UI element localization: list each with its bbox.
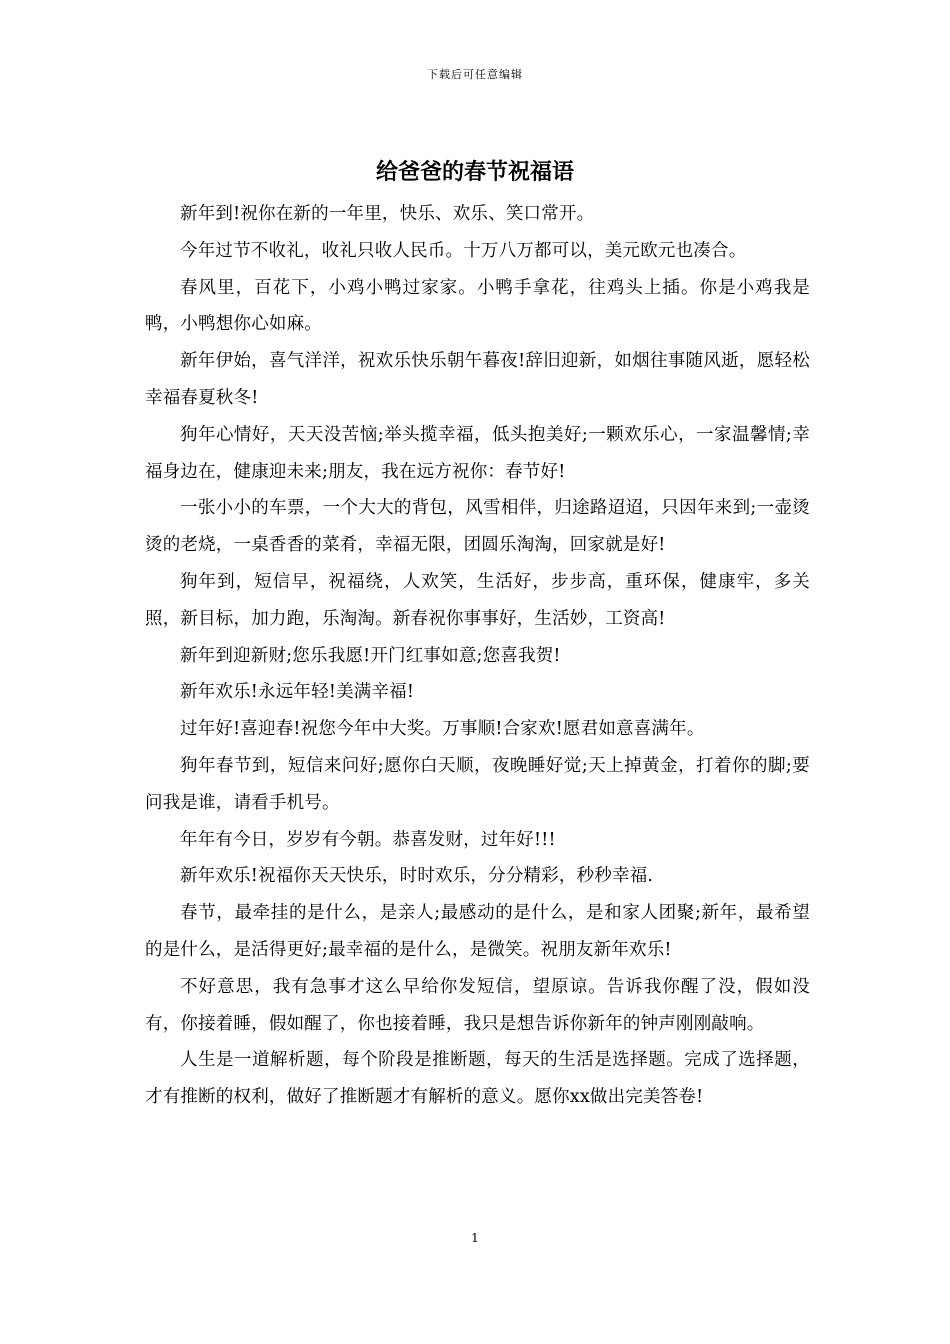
document-body — [145, 196, 810, 1116]
paragraph: 一张小小的车票，一个大大的背包，风雪相伴，归途路迢迢，只因年来到;一壶烫烫的老烧，一桌香香的菜肴，幸福无限，团圆乐淘淘，回家就是好! — [145, 498, 810, 556]
paragraph: 新年欢乐!永远年轻!美满辛福! — [180, 682, 415, 703]
header-note: 下载后可任意编辑 — [427, 68, 523, 81]
paragraph: 新年到!祝你在新的一年里，快乐、欢乐、笑口常开。 — [180, 204, 595, 224]
paragraph: 年年有今日，岁岁有今朝。恭喜发财，过年好!!! — [180, 829, 556, 850]
paragraph: 狗年春节到，短信来问好;愿你白天顺，夜晚睡好觉;天上掉黄金，打着你的脚;要问我是谁，请看手机号。 — [145, 755, 810, 813]
paragraph: 今年过节不收礼，收礼只收人民币。十万八万都可以，美元欧元也凑合。 — [180, 240, 747, 261]
page-number: 1 — [471, 1231, 479, 1245]
paragraph: 新年到迎新财;您乐我愿!开门红事如意;您喜我贺! — [180, 645, 561, 666]
paragraph: 不好意思，我有急事才这么早给你发短信，望原谅。告诉我你醒了没，假如没有，你接着睡，假如醒了，你也接着睡，我只是想告诉你新年的钟声刚刚敲响。 — [145, 976, 810, 1034]
paragraph: 新年伊始，喜气洋洋，祝欢乐快乐朝午暮夜!辞旧迎新，如烟往事随风逝，愿轻松幸福春夏秋冬! — [145, 351, 810, 408]
paragraph: 狗年到，短信早，祝福绕，人欢笑，生活好，步步高，重环保，健康牢，多关照，新目标，加力跑，乐淘淘。新春祝你事事好，生活妙，工资高! — [145, 571, 810, 629]
paragraph: 春风里，百花下，小鸡小鸭过家家。小鸭手拿花，往鸡头上插。你是小鸡我是鸭，小鸭想你心如麻。 — [145, 277, 810, 335]
paragraph: 春节，最牵挂的是什么，是亲人;最感动的是什么，是和家人团聚;新年，最希望的是什么，是活得更好;最幸福的是什么，是微笑。祝朋友新年欢乐! — [145, 903, 810, 960]
page-title: 给爸爸的春节祝福语 — [375, 159, 574, 185]
paragraph: 过年好!喜迎春!祝您今年中大奖。万事顺!合家欢!愿君如意喜满年。 — [180, 719, 705, 740]
paragraph: 人生是一道解析题，每个阶段是推断题，每天的生活是选择题。完成了选择题，才有推断的权利，做好了推断题才有解析的意义。愿你xx做出完美答卷! — [145, 1050, 810, 1108]
paragraph: 新年欢乐!祝福你天天快乐，时时欢乐，分分精彩，秒秒幸福. — [180, 866, 654, 887]
paragraph: 狗年心情好，天天没苦恼;举头揽幸福，低头抱美好;一颗欢乐心，一家温馨情;幸福身边在，健康迎未来;朋友，我在远方祝你：春节好! — [145, 424, 810, 482]
